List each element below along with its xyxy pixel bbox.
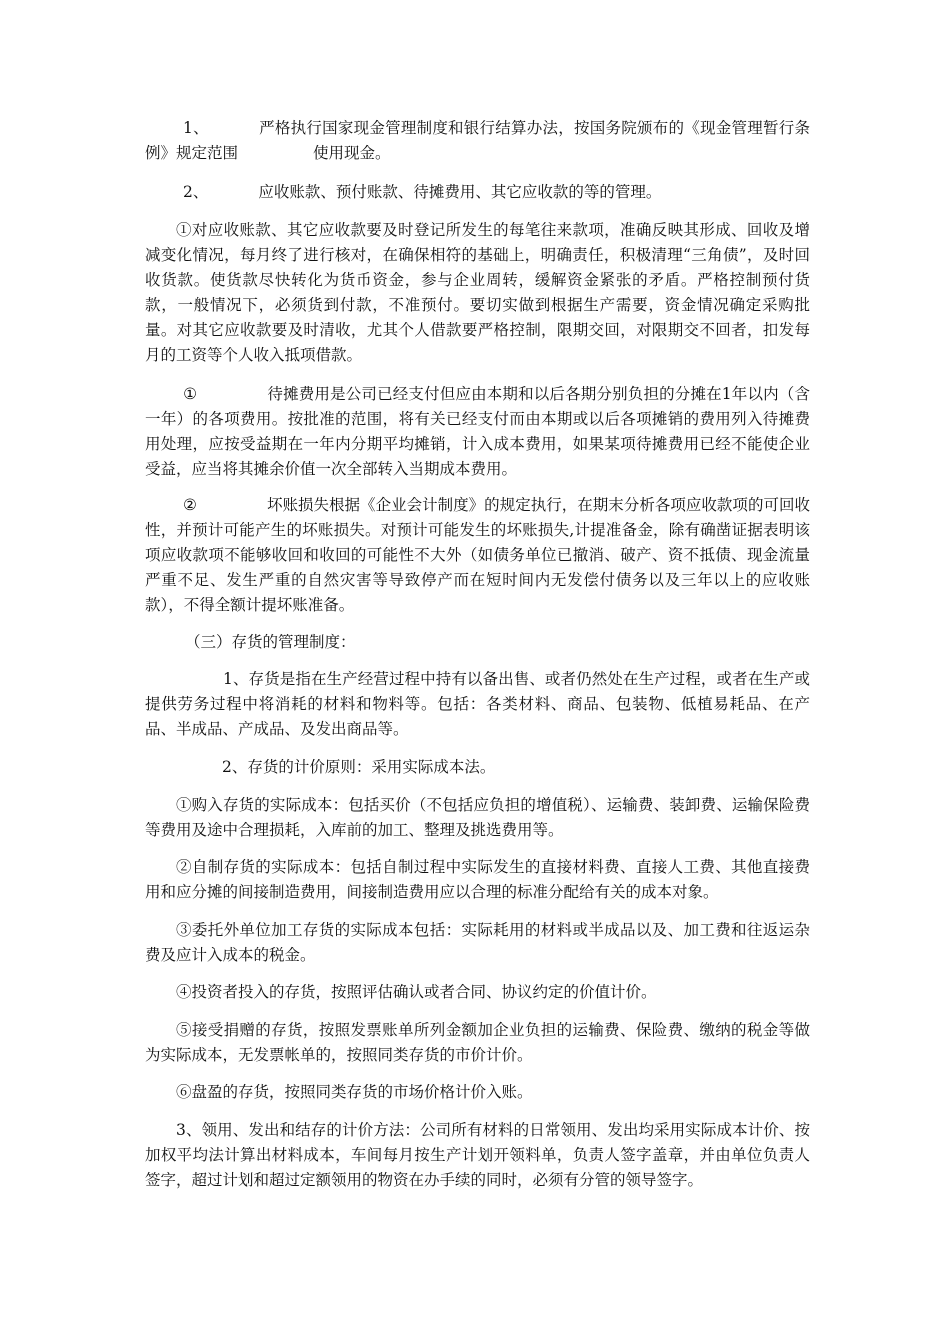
- paragraph-investor-inventory: ④投资者投入的存货，按照评估确认或者合同、协议约定的价值计价。: [176, 983, 657, 1001]
- paragraph-text: 待摊费用是公司已经支付但应由本期和以后各期分别负担的分摊在1年以内（含一年）的各项费用。按批准的范围，将有关已经支付而由本期或以后各项摊销的费用列入待摊费用处理，应按受益期在一年内分期平均摊销，计入成本费用，如果某项待摊费用已经不能使企业受益，应当将其摊余价值一次全部转入当期成本费用。: [145, 385, 810, 478]
- paragraph-receivables: [145, 180, 810, 205]
- paragraph-cash-management: [145, 116, 810, 166]
- paragraph-bad-debts: [145, 493, 810, 618]
- paragraph-number: 2、: [183, 183, 209, 201]
- paragraph-receivables-detail: ①对应收账款、其它应收款要及时登记所发生的每笔往来款项，准确反映其形成、回收及增减变化情况，每月终了进行核对，在确保相符的基础上，明确责任，积极清理“三角债”，及时回收货款。使货款尽快转化为货币资金，参与企业周转，缓解资金紧张的矛盾。严格控制预付货款，一般情况下，必须货到付款，不准预付。要切实做到根据生产需要，资金情况确定采购批量。对其它应收款要及时清收，尤其个人借款要严格控制，限期交回，对限期交不回者，扣发每月的工资等个人收入抵项借款。: [145, 221, 810, 364]
- paragraph-number: ①: [183, 385, 198, 403]
- paragraph-donated-inventory: ⑤接受捐赠的存货，按照发票账单所列金额加企业负担的运输费、保险费、缴纳的税金等做为实际成本，无发票帐单的，按照同类存货的市价计价。: [145, 1021, 810, 1064]
- paragraph-text: 坏账损失根据《企业会计制度》的规定执行，在期末分析各项应收款项的可回收性，并预计可能产生的坏账损失。对预计可能发生的坏账损失,计提准备金，除有确凿证据表明该项应收款项不能够收回和收回的可能性不大外（如债务单位已撤消、破产、资不抵债、现金流量严重不足、发生严重的自然灾害等导致停产而在短时间内无发偿付债务以及三年以上的应收账款），不得全额计提坏账准备。: [145, 496, 810, 614]
- paragraph-surplus-inventory: ⑥盘盈的存货，按照同类存货的市场价格计价入账。: [176, 1083, 533, 1101]
- section-heading-inventory: （三）存货的管理制度：: [185, 633, 356, 651]
- paragraph-issue-valuation: 3、领用、发出和结存的计价方法：公司所有材料的日常领用、发出均采用实际成本计价、按加权平均法计算出材料成本，车间每月按生产计划开领料单，负责人签字盖章，并由单位负责人签字，超过计划和超过定额领用的物资在办手续的同时，必须有分管的领导签字。: [145, 1121, 810, 1189]
- paragraph-prepaid-expenses: [145, 382, 810, 482]
- paragraph-valuation-principle: 2、存货的计价原则：采用实际成本法。: [222, 758, 496, 776]
- paragraph-text-tail: 使用现金。: [313, 144, 391, 162]
- paragraph-number: 1、: [183, 119, 209, 137]
- paragraph-self-made-inventory: ②自制存货的实际成本：包括自制过程中实际发生的直接材料费、直接人工费、其他直接费用和应分摊的间接制造费用，间接制造费用应以合理的标准分配给有关的成本对象。: [145, 858, 810, 901]
- paragraph-text: 严格执行国家现金管理制度和银行结算办法，按国务院颁布的《现金管理暂行条例》规定范围: [145, 119, 810, 162]
- paragraph-number: ②: [183, 496, 197, 514]
- paragraph-purchased-inventory: ①购入存货的实际成本：包括买价（不包括应负担的增值税）、运输费、装卸费、运输保险费等费用及途中合理损耗，入库前的加工、整理及挑选费用等。: [145, 796, 810, 839]
- paragraph-text: 应收账款、预付账款、待摊费用、其它应收款的等的管理。: [258, 183, 662, 201]
- paragraph-inventory-definition: 1、存货是指在生产经营过程中持有以备出售、或者仍然处在生产过程，或者在生产或提供劳务过程中将消耗的材料和物料等。包括：各类材料、商品、包装物、低植易耗品、在产品、半成品、产成品、及发出商品等。: [145, 670, 810, 738]
- paragraph-consigned-processing: ③委托外单位加工存货的实际成本包括：实际耗用的材料或半成品以及、加工费和往返运杂费及应计入成本的税金。: [145, 921, 810, 964]
